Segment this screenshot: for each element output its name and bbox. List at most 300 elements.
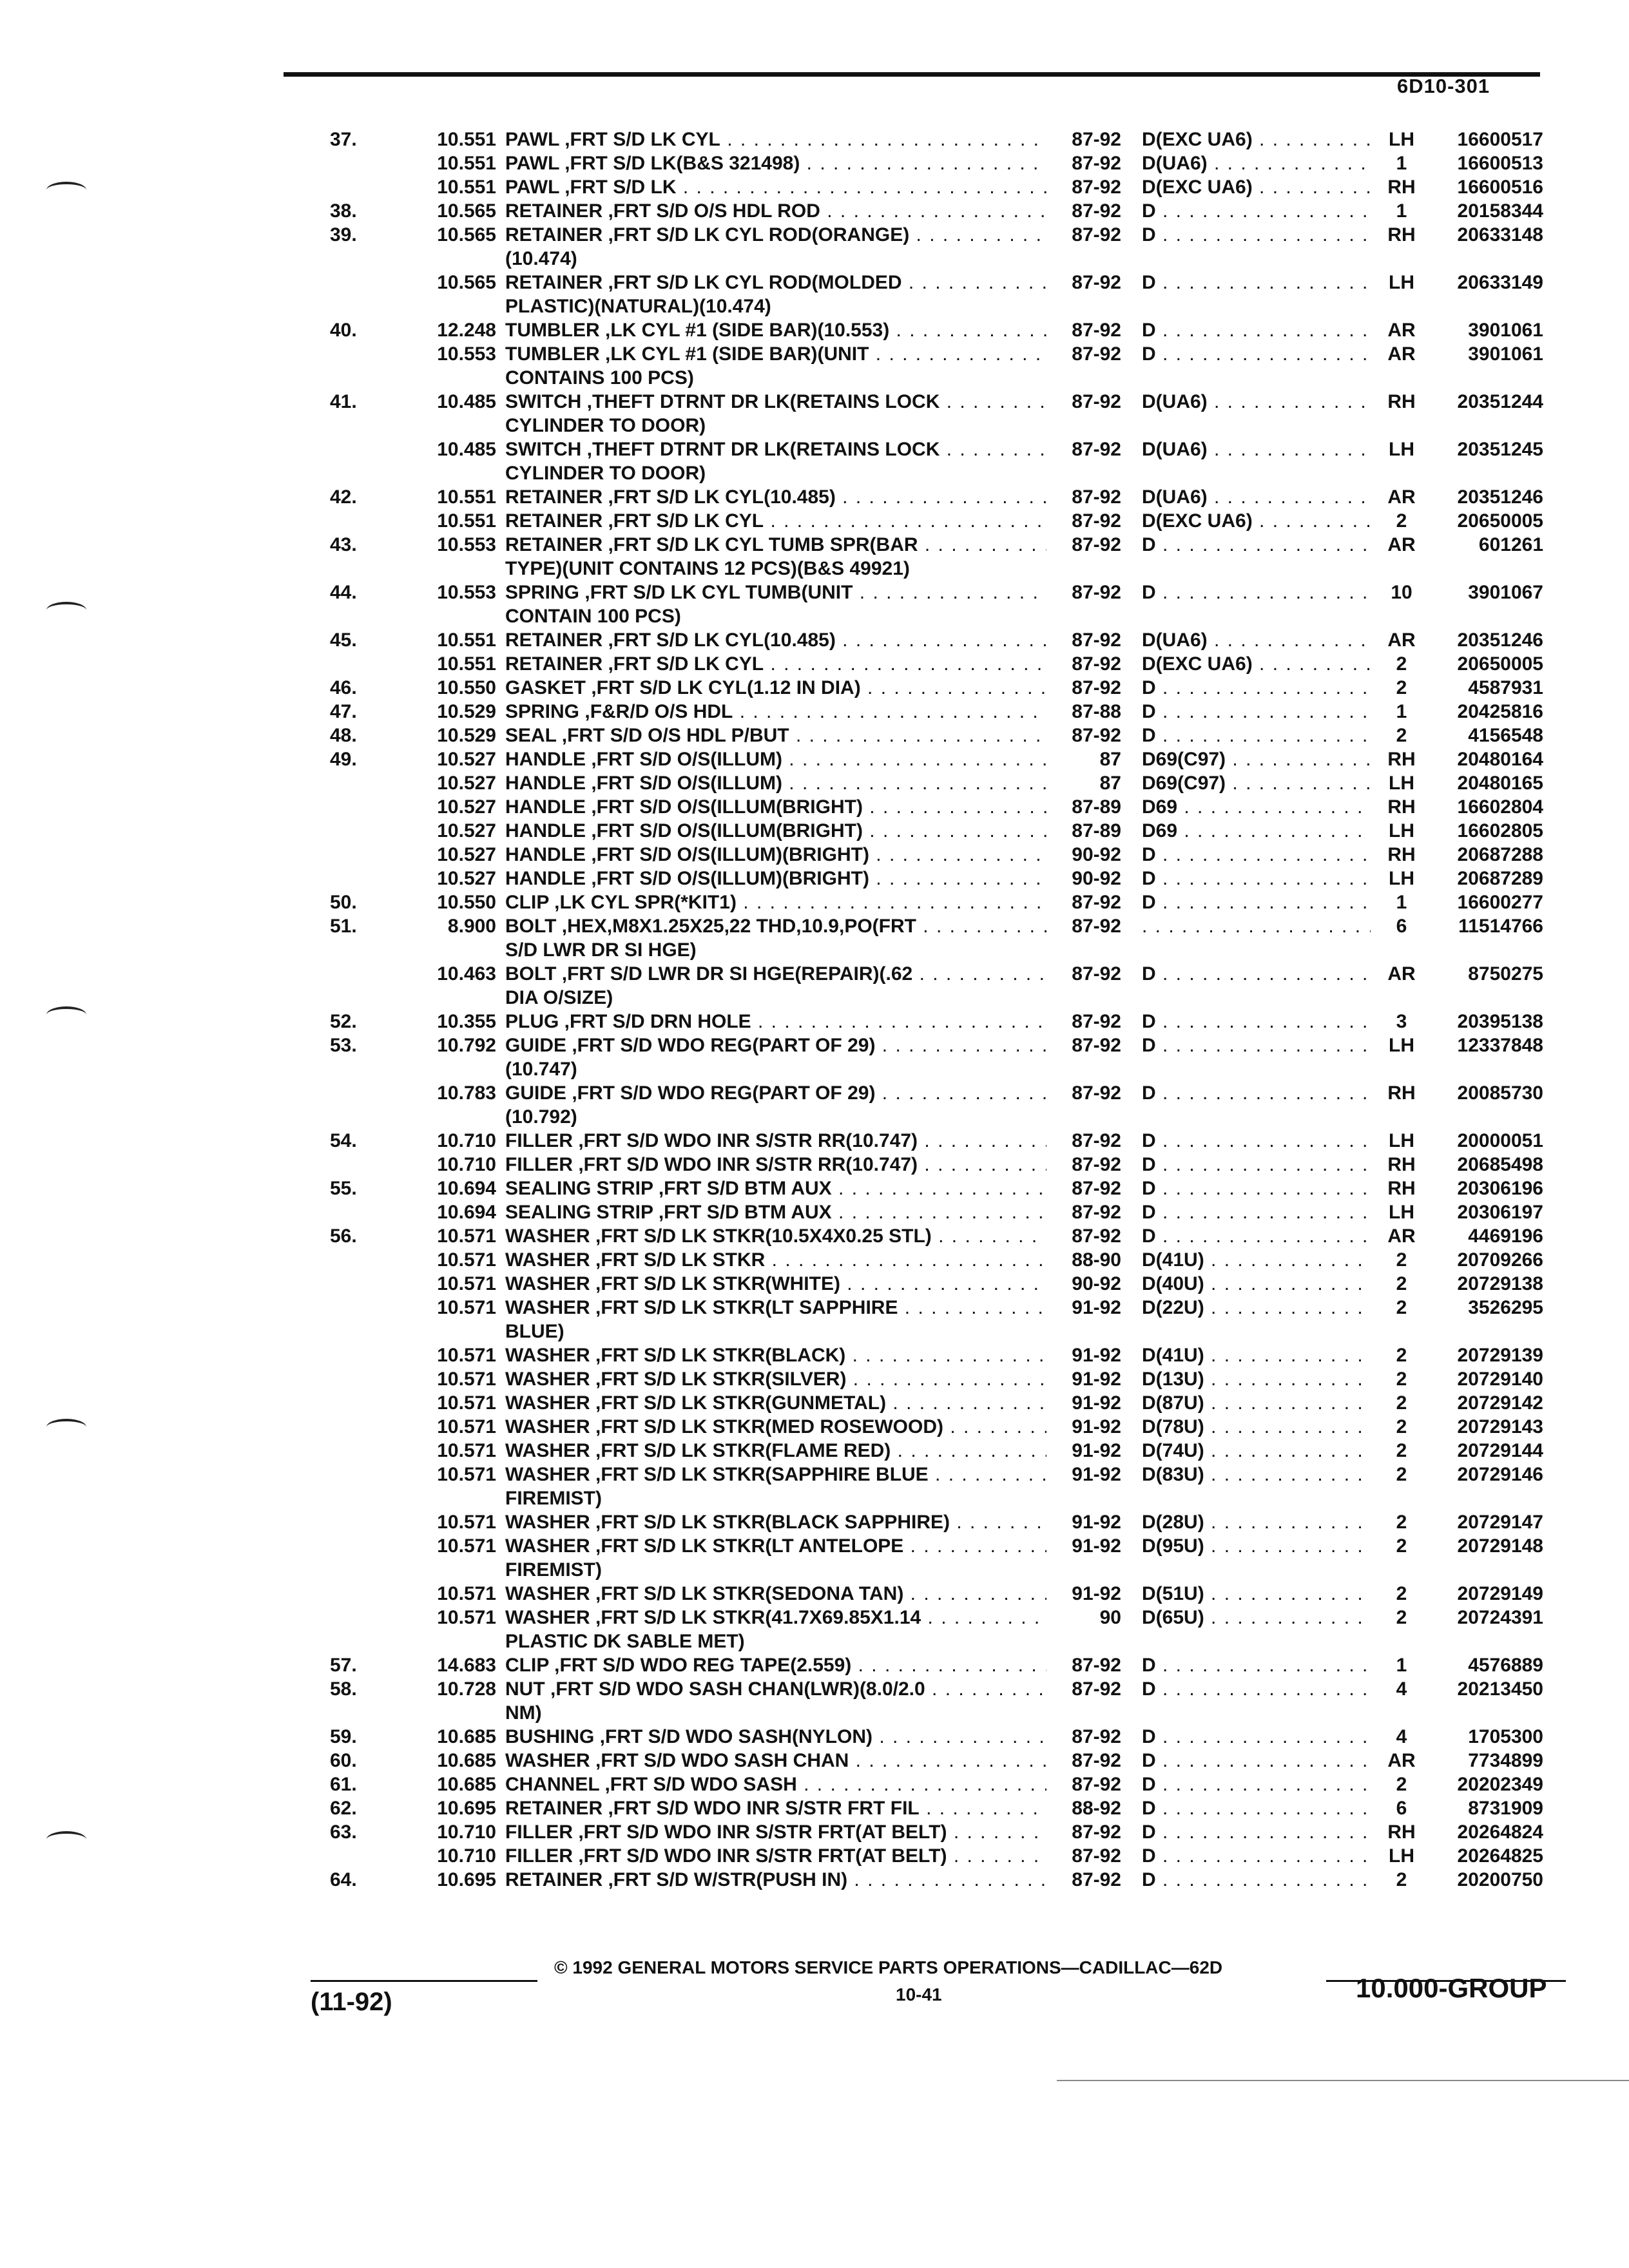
group-number: 10.571 [437,1416,496,1437]
ref-number: 50. [330,892,357,913]
group-number: 10.529 [437,725,496,746]
footer-rule-left [311,1980,537,1982]
quantity: 2 [1373,1272,1431,1296]
model-code: D . . . [1142,1653,1371,1677]
group-number: 10.571 [437,1607,496,1628]
table-row [0,342,1629,366]
model-years: 87-92 [1072,320,1121,341]
group-number: 8.900 [447,916,496,937]
table-row [0,938,1629,962]
part-description: S/D LWR DR SI HGE) [505,939,697,961]
part-number: 1705300 [1468,1726,1543,1747]
group-number: 10.571 [437,1535,496,1557]
group-number: 10.551 [437,153,496,174]
quantity: 10 [1373,581,1431,604]
ref-number: 57. [330,1655,357,1676]
quantity: LH [1373,437,1431,461]
part-description: CLIP ,FRT S/D WDO REG TAPE(2.559) . . . [505,1653,1046,1677]
quantity: 2 [1373,1606,1431,1629]
model-code: D(UA6) . . . [1142,628,1371,652]
model-code: D(UA6) . . . [1142,390,1371,414]
group-number: 10.551 [437,510,496,532]
quantity: LH [1373,128,1431,151]
model-years: 87-92 [1072,439,1121,460]
quantity: RH [1373,1153,1431,1177]
group-number: 10.710 [437,1821,496,1843]
table-row [0,1463,1629,1486]
table-row [0,1820,1629,1844]
model-years: 87-92 [1072,1082,1121,1104]
model-years: 91-92 [1072,1583,1121,1604]
quantity: 2 [1373,1868,1431,1892]
table-row [0,771,1629,795]
part-description: WASHER ,FRT S/D WDO SASH CHAN . . . [505,1749,1046,1773]
table-row [0,676,1629,700]
group-number: 10.565 [437,200,496,222]
part-description: DIA O/SIZE) [505,987,613,1008]
table-row [0,604,1629,628]
model-code: D(51U) . . . [1142,1582,1371,1606]
model-code: D . . . [1142,1749,1371,1773]
group-number: 10.571 [437,1273,496,1294]
part-description: HANDLE ,FRT S/D O/S(ILLUM)(BRIGHT) . . . [505,843,1046,867]
group-number: 10.571 [437,1249,496,1271]
group-number: 10.728 [437,1678,496,1700]
part-description: RETAINER ,FRT S/D LK CYL ROD(MOLDED . . . [505,271,1046,294]
group-number: 10.527 [437,868,496,889]
quantity: RH [1373,1177,1431,1200]
part-description: SEALING STRIP ,FRT S/D BTM AUX . . . [505,1177,1046,1200]
quantity: 4 [1373,1725,1431,1749]
group-number: 14.683 [437,1655,496,1676]
part-description: GASKET ,FRT S/D LK CYL(1.12 IN DIA) . . . [505,676,1046,700]
model-years: 87-92 [1072,582,1121,603]
ref-number: 59. [330,1726,357,1747]
table-row [0,1796,1629,1820]
table-row [0,1391,1629,1415]
ref-number: 52. [330,1011,357,1032]
table-row [0,1701,1629,1725]
part-number: 20724391 [1457,1607,1543,1628]
part-number: 20687289 [1457,868,1543,889]
table-row [0,485,1629,509]
model-years: 87-92 [1072,391,1121,412]
table-row [0,1439,1629,1463]
table-row [0,652,1629,676]
model-code: D(UA6) . . . [1142,437,1371,461]
part-description: HANDLE ,FRT S/D O/S(ILLUM) . . . [505,771,1046,795]
part-number: 20729148 [1457,1535,1543,1557]
table-row [0,1248,1629,1272]
model-years: 87-92 [1072,892,1121,913]
ref-number: 44. [330,582,357,603]
part-number: 16600513 [1457,153,1543,174]
part-number: 20085730 [1457,1082,1543,1104]
model-years: 87-92 [1072,177,1121,198]
quantity: LH [1373,867,1431,890]
part-number: 20729143 [1457,1416,1543,1437]
part-description: WASHER ,FRT S/D LK STKR(WHITE) . . . [505,1272,1046,1296]
ref-number: 40. [330,320,357,341]
table-row [0,175,1629,199]
group-number: 10.571 [437,1392,496,1414]
model-years: 91-92 [1072,1297,1121,1318]
table-row [0,414,1629,437]
quantity: RH [1373,1820,1431,1844]
model-years: 87-92 [1072,272,1121,293]
part-description: FIREMIST) [505,1488,602,1509]
group-number: 10.571 [437,1583,496,1604]
table-row [0,247,1629,271]
table-row [0,843,1629,867]
part-number: 20202349 [1457,1774,1543,1795]
model-years: 90 [1099,1607,1121,1628]
model-years: 87-92 [1072,1202,1121,1223]
part-description: SEAL ,FRT S/D O/S HDL P/BUT . . . [505,724,1046,747]
part-description: BLUE) [505,1321,564,1342]
part-number: 8750275 [1468,963,1543,985]
part-number: 20480165 [1457,773,1543,794]
model-code: D69 . . . [1142,795,1371,819]
table-row [0,628,1629,652]
part-number: 4469196 [1468,1225,1543,1247]
model-code: D(40U) . . . [1142,1272,1371,1296]
part-number: 20351246 [1457,629,1543,651]
model-years: 91-92 [1072,1369,1121,1390]
quantity: 1 [1373,890,1431,914]
model-years: 87-92 [1072,534,1121,555]
quantity: 1 [1373,151,1431,175]
table-row [0,1153,1629,1177]
model-years: 87-88 [1072,701,1121,722]
table-row [0,223,1629,247]
quantity: AR [1373,533,1431,557]
part-description: HANDLE ,FRT S/D O/S(ILLUM) . . . [505,747,1046,771]
model-years: 87-92 [1072,1011,1121,1032]
model-code: D . . . [1142,533,1371,557]
quantity: 2 [1373,676,1431,700]
group-number: 10.527 [437,773,496,794]
model-code [1142,914,1371,938]
footer-date: (11-92) [311,1988,392,2016]
part-number: 20200750 [1457,1869,1543,1890]
table-row [0,1081,1629,1105]
part-number: 20650005 [1457,653,1543,675]
quantity: AR [1373,485,1431,509]
ref-number: 45. [330,629,357,651]
quantity: AR [1373,342,1431,366]
ref-number: 37. [330,129,357,150]
group-number: 10.571 [437,1225,496,1247]
model-years: 88-90 [1072,1249,1121,1271]
part-number: 20480164 [1457,749,1543,770]
part-number: 20650005 [1457,510,1543,532]
model-years: 91-92 [1072,1464,1121,1485]
quantity: 2 [1373,1367,1431,1391]
model-code: D . . . [1142,1796,1371,1820]
table-row [0,914,1629,938]
parts-list [0,128,1629,1892]
model-code: D(22U) . . . [1142,1296,1371,1320]
model-code: D . . . [1142,223,1371,247]
part-description: WASHER ,FRT S/D LK STKR(FLAME RED) . . . [505,1439,1046,1463]
model-years: 87-92 [1072,1178,1121,1199]
part-description: WASHER ,FRT S/D LK STKR(BLACK SAPPHIRE) . . . [505,1510,1046,1534]
part-description: NUT ,FRT S/D WDO SASH CHAN(LWR)(8.0/2.0 . . . [505,1677,1046,1701]
group-number: 10.463 [437,963,496,985]
quantity: LH [1373,819,1431,843]
model-code: D . . . [1142,676,1371,700]
part-description: CONTAIN 100 PCS) [505,606,681,627]
model-years: 87-92 [1072,1035,1121,1056]
part-description: RETAINER ,FRT S/D LK CYL . . . [505,509,1046,533]
part-number: 4576889 [1468,1655,1543,1676]
model-years: 91-92 [1072,1392,1121,1414]
footer-copyright: © 1992 GENERAL MOTORS SERVICE PARTS OPERATIONS—CADILLAC—62D [554,1957,1223,1977]
part-number: 8731909 [1468,1798,1543,1819]
model-years: 90-92 [1072,868,1121,889]
quantity: RH [1373,843,1431,867]
part-number: 20709266 [1457,1249,1543,1271]
quantity: AR [1373,1749,1431,1773]
table-row [0,151,1629,175]
part-number: 3901061 [1468,320,1543,341]
part-description: RETAINER ,FRT S/D LK CYL TUMB SPR(BAR . . . [505,533,1046,557]
group-number: 10.550 [437,677,496,698]
part-description: WASHER ,FRT S/D LK STKR(GUNMETAL) . . . [505,1391,1046,1415]
part-description: WASHER ,FRT S/D LK STKR(41.7X69.85X1.14 . . . [505,1606,1046,1629]
group-number: 10.571 [437,1297,496,1318]
table-row [0,1415,1629,1439]
model-code: D(87U) . . . [1142,1391,1371,1415]
table-row [0,1057,1629,1081]
model-years: 87-92 [1072,343,1121,365]
quantity: RH [1373,1081,1431,1105]
model-years: 87-92 [1072,510,1121,532]
group-number: 10.710 [437,1845,496,1867]
table-row [0,819,1629,843]
part-description: PAWL ,FRT S/D LK . . . [505,175,1046,199]
part-number: 20729140 [1457,1369,1543,1390]
quantity: 2 [1373,509,1431,533]
quantity: 2 [1373,1248,1431,1272]
table-row [0,128,1629,151]
part-number: 20264824 [1457,1821,1543,1843]
quantity: 2 [1373,1343,1431,1367]
quantity: 2 [1373,1439,1431,1463]
model-years: 87-92 [1072,725,1121,746]
part-description: GUIDE ,FRT S/D WDO REG(PART OF 29) . . . [505,1033,1046,1057]
table-row [0,461,1629,485]
quantity: AR [1373,628,1431,652]
part-description: NM) [505,1702,542,1724]
part-description: HANDLE ,FRT S/D O/S(ILLUM(BRIGHT) . . . [505,819,1046,843]
scan-edge-line [1057,2080,1629,2081]
table-row [0,1749,1629,1773]
model-code: D(74U) . . . [1142,1439,1371,1463]
table-row [0,1582,1629,1606]
model-code: D(65U) . . . [1142,1606,1371,1629]
part-number: 20351245 [1457,439,1543,460]
model-years: 87-92 [1072,963,1121,985]
group-number: 10.685 [437,1726,496,1747]
quantity: 2 [1373,1773,1431,1796]
part-number: 4587931 [1468,677,1543,698]
model-years: 91-92 [1072,1440,1121,1461]
model-years: 91-92 [1072,1416,1121,1437]
part-number: 20729146 [1457,1464,1543,1485]
ref-number: 56. [330,1225,357,1247]
part-description: FILLER ,FRT S/D WDO INR S/STR RR(10.747) . . . [505,1129,1046,1153]
group-number: 10.571 [437,1440,496,1461]
part-description: SWITCH ,THEFT DTRNT DR LK(RETAINS LOCK . . . [505,437,1046,461]
part-number: 20213450 [1457,1678,1543,1700]
model-code: D . . . [1142,1081,1371,1105]
ref-number: 53. [330,1035,357,1056]
part-description: SPRING ,F&R/D O/S HDL . . . [505,700,1046,724]
table-row [0,1105,1629,1129]
table-row [0,867,1629,890]
model-code: D(EXC UA6) . . . [1142,509,1371,533]
part-description: CONTAINS 100 PCS) [505,367,694,389]
part-description: PLUG ,FRT S/D DRN HOLE . . . [505,1010,1046,1033]
part-number: 20729139 [1457,1345,1543,1366]
part-number: 20729142 [1457,1392,1543,1414]
table-row [0,1558,1629,1582]
part-number: 20729144 [1457,1440,1543,1461]
part-number: 20633148 [1457,224,1543,245]
footer-group: 10.000-GROUP [1356,1973,1547,2003]
model-code: D . . . [1142,1177,1371,1200]
table-row [0,1510,1629,1534]
table-row [0,1773,1629,1796]
model-code: D . . . [1142,890,1371,914]
model-code: D . . . [1142,1153,1371,1177]
model-code: D . . . [1142,342,1371,366]
table-row [0,795,1629,819]
quantity: 2 [1373,1534,1431,1558]
table-row [0,1367,1629,1391]
group-number: 10.527 [437,844,496,865]
table-row [0,1200,1629,1224]
group-number: 10.792 [437,1035,496,1056]
quantity: AR [1373,1224,1431,1248]
part-description: BOLT ,FRT S/D LWR DR SI HGE(REPAIR)(.62 . . . [505,962,1046,986]
part-description: (10.747) [505,1059,577,1080]
part-description: RETAINER ,FRT S/D LK CYL . . . [505,652,1046,676]
part-number: 16602804 [1457,796,1543,818]
ref-number: 49. [330,749,357,770]
group-number: 10.685 [437,1750,496,1771]
part-description: WASHER ,FRT S/D LK STKR(SEDONA TAN) . . . [505,1582,1046,1606]
table-row [0,1010,1629,1033]
group-number: 10.565 [437,224,496,245]
ref-number: 39. [330,224,357,245]
model-years: 87-92 [1072,1726,1121,1747]
part-number: 11514766 [1458,916,1543,937]
footer-page-number: 10-41 [896,1984,942,2004]
table-row [0,724,1629,747]
model-years: 87-92 [1072,1225,1121,1247]
table-row [0,1296,1629,1320]
part-description: RETAINER ,FRT S/D LK CYL ROD(ORANGE) . . . [505,223,1046,247]
ref-number: 47. [330,701,357,722]
part-description: WASHER ,FRT S/D LK STKR(10.5X4X0.25 STL) . . . [505,1224,1046,1248]
model-years: 87-92 [1072,653,1121,675]
model-years: 87-92 [1072,1154,1121,1175]
quantity: AR [1373,962,1431,986]
model-years: 87-92 [1072,1845,1121,1867]
part-number: 20264825 [1457,1845,1543,1867]
ref-number: 55. [330,1178,357,1199]
quantity: 2 [1373,652,1431,676]
part-description: RETAINER ,FRT S/D WDO INR S/STR FRT FIL . . . [505,1796,1046,1820]
model-code: D(UA6) . . . [1142,151,1371,175]
model-code: D . . . [1142,962,1371,986]
table-row [0,509,1629,533]
part-number: 20395138 [1457,1011,1543,1032]
part-description: RETAINER ,FRT S/D O/S HDL ROD . . . [505,199,1046,223]
table-row [0,199,1629,223]
quantity: 3 [1373,1010,1431,1033]
ref-number: 60. [330,1750,357,1771]
model-code: D69 . . . [1142,819,1371,843]
model-code: D . . . [1142,581,1371,604]
table-row [0,1629,1629,1653]
ref-number: 58. [330,1678,357,1700]
quantity: 6 [1373,1796,1431,1820]
group-number: 10.527 [437,796,496,818]
quantity: RH [1373,795,1431,819]
group-number: 10.550 [437,892,496,913]
part-description: GUIDE ,FRT S/D WDO REG(PART OF 29) . . . [505,1081,1046,1105]
part-description: TUMBLER ,LK CYL #1 (SIDE BAR)(UNIT . . . [505,342,1046,366]
model-code: D . . . [1142,843,1371,867]
part-number: 4156548 [1468,725,1543,746]
model-years: 87-92 [1072,677,1121,698]
model-code: D . . . [1142,1868,1371,1892]
part-number: 601261 [1478,534,1543,555]
quantity: 2 [1373,1296,1431,1320]
model-code: D . . . [1142,1677,1371,1701]
model-years: 90-92 [1072,1273,1121,1294]
quantity: 6 [1373,914,1431,938]
part-description: CYLINDER TO DOOR) [505,415,706,436]
quantity: 2 [1373,1463,1431,1486]
model-code: D(EXC UA6) . . . [1142,175,1371,199]
part-description: FILLER ,FRT S/D WDO INR S/STR RR(10.747) . . . [505,1153,1046,1177]
part-number: 20306197 [1457,1202,1543,1223]
model-years: 91-92 [1072,1512,1121,1533]
model-code: D69(C97) . . . [1142,747,1371,771]
table-row [0,747,1629,771]
part-description: CHANNEL ,FRT S/D WDO SASH . . . [505,1773,1046,1796]
ref-number: 46. [330,677,357,698]
ref-number: 38. [330,200,357,222]
table-row [0,557,1629,581]
model-code: D . . . [1142,1844,1371,1868]
model-code: D . . . [1142,700,1371,724]
model-years: 87-92 [1072,486,1121,508]
model-years: 87-92 [1072,1678,1121,1700]
part-number: 16600517 [1457,129,1543,150]
model-code: D(EXC UA6) . . . [1142,652,1371,676]
table-row [0,1129,1629,1153]
part-description: (10.474) [505,248,577,269]
table-row [0,1606,1629,1629]
group-number: 10.551 [437,629,496,651]
ref-number: 64. [330,1869,357,1890]
